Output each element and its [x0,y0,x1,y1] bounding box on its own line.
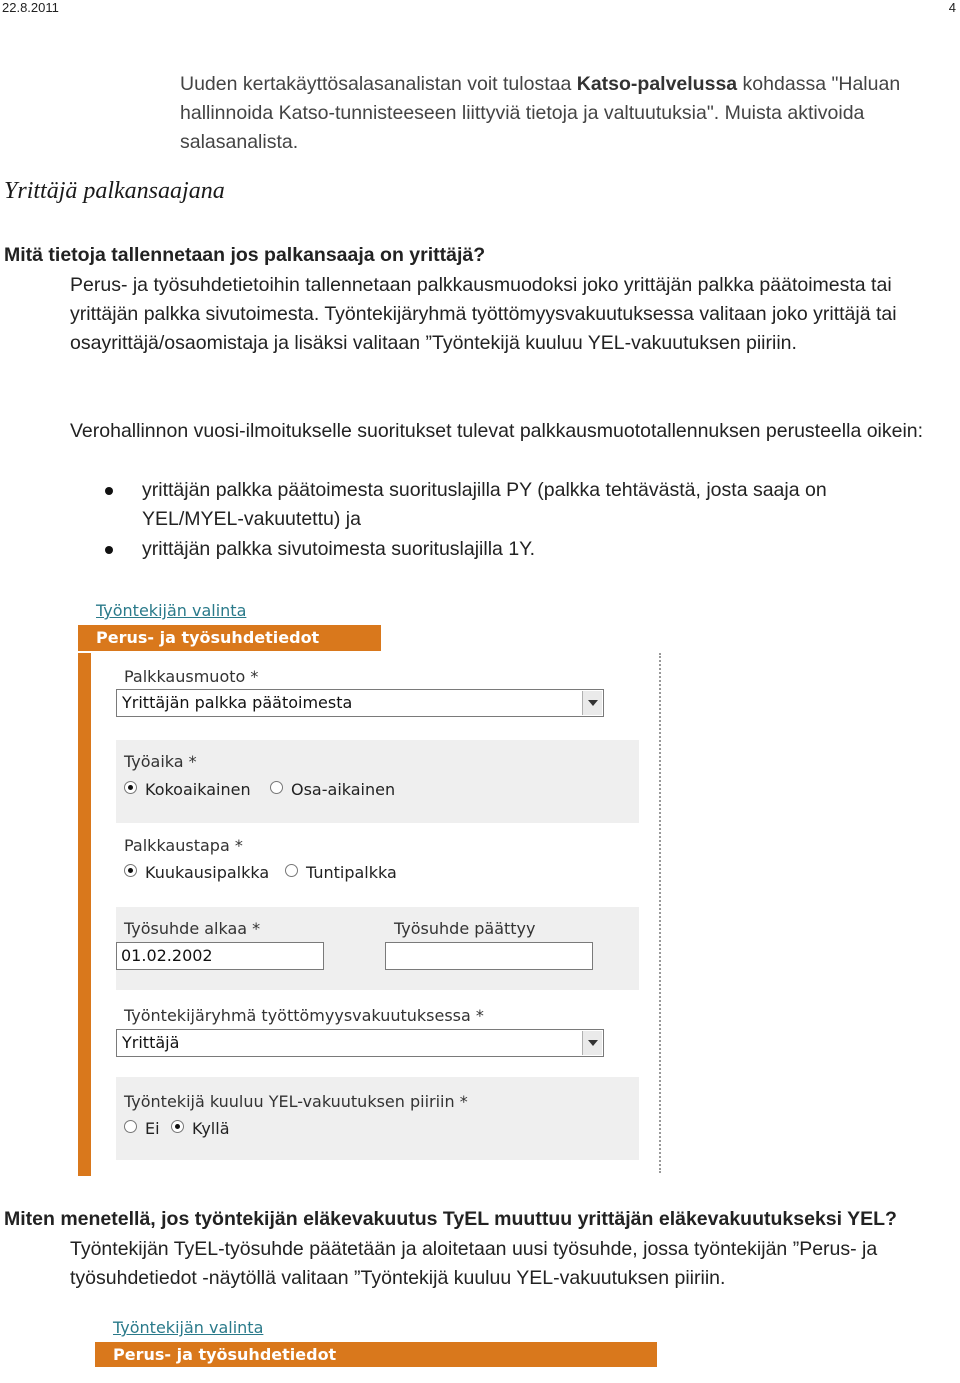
dotted-divider [659,653,661,1173]
chevron-down-icon[interactable] [582,691,602,715]
tab-label: Perus- ja työsuhdetiedot [113,1345,337,1364]
kuukausipalkka-radio[interactable] [124,864,137,877]
kokoaikainen-label[interactable]: Kokoaikainen [145,780,251,799]
tuntipalkka-label[interactable]: Tuntipalkka [306,863,397,882]
yel-ei-radio[interactable] [124,1120,137,1133]
bullet-icon [105,546,113,554]
tyoaika-label: Työaika * [124,752,197,771]
kuukausipalkka-label[interactable]: Kuukausipalkka [145,863,270,882]
palkkaustapa-label: Palkkaustapa * [124,836,243,855]
paragraph-1: Perus- ja työsuhdetietoihin tallennetaan palkkausmuodoksi joko yrittäjän palkka päätoimesta tai yrittäjän palkka sivutoimesta. Työntekijäryhmä työttömyysvakuutuksessa valitaan joko yrittäjä tai osayrittäjä/osaomistaja ja lisäksi valitaan ”Työntekijä kuuluu YEL-vakuutuksen piiriin. [70,274,897,354]
intro-text-post: kohdassa "Haluan hallinnoida Katso-tunnisteeseen liittyviä tietoja ja valtuutuksia". Muista aktivoida salasanalista. [180,73,901,153]
bullet-text: yrittäjän palkka sivutoimesta suorituslajilla 1Y. [142,538,536,560]
tyosuhde-paattyy-input[interactable] [385,942,593,970]
select-value: Yrittäjän palkka päätoimesta [122,693,353,712]
form-screenshot-1 [78,595,668,1180]
yel-ei-label[interactable]: Ei [145,1119,160,1138]
yel-kylla-radio[interactable] [171,1120,184,1133]
question-heading-1: Mitä tietoja tallennetaan jos palkansaaja on yrittäjä? [4,244,486,266]
employee-select-link[interactable]: Työntekijän valinta [113,1318,264,1337]
palkkausmuoto-select[interactable] [116,689,604,717]
paragraph-3: Työntekijän TyEL-työsuhde päätetään ja aloitetaan uusi työsuhde, jossa työntekijän ”Perus- ja työsuhdetiedot -näytöllä valitaan ”Työntekijä kuuluu YEL-vakuutuksen piiriin. [70,1238,878,1289]
intro-text-bold: Katso-palvelussa [576,73,738,95]
tuntipalkka-radio[interactable] [285,864,298,877]
tyosuhde-alkaa-input[interactable] [116,942,324,970]
select-value: Yrittäjä [122,1033,180,1052]
side-accent-bar [78,653,91,1176]
bullet-text: yrittäjän palkka päätoimesta suorituslajilla PY (palkka tehtävästä, josta saaja on YEL/MYEL-vakuutettu) ja [142,479,827,530]
palkkausmuoto-label: Palkkausmuoto * [124,667,259,686]
chevron-down-icon[interactable] [582,1031,602,1055]
yel-kylla-label[interactable]: Kyllä [192,1119,230,1138]
bullet-icon [105,487,113,495]
tyontekijaryhma-label: Työntekijäryhmä työttömyysvakuutuksessa * [124,1006,484,1025]
tab-perus-tyosuhdetiedot[interactable] [95,1342,657,1367]
question-heading-2: Miten menetellä, jos työntekijän eläkevakuutus TyEL muuttuu yrittäjän eläkevakuutukseksi YEL? [4,1208,897,1230]
employee-select-link[interactable]: Työntekijän valinta [96,601,247,620]
page-number: 4 [948,0,956,15]
osa-aikainen-label[interactable]: Osa-aikainen [291,780,396,799]
yel-label: Työntekijä kuuluu YEL-vakuutuksen piiriin * [124,1092,468,1111]
tyosuhde-alkaa-label: Työsuhde alkaa * [124,919,261,938]
osa-aikainen-radio[interactable] [270,781,283,794]
tab-perus-tyosuhdetiedot[interactable] [78,625,381,651]
form-screenshot-2 [95,1314,660,1383]
page-date: 22.8.2011 [2,0,59,15]
section-heading: Yrittäjä palkansaajana [4,178,225,204]
intro-text-pre: Uuden kertakäyttösalasanalistan voit tulostaa [180,73,577,95]
tab-label: Perus- ja työsuhdetiedot [96,628,320,647]
tyontekijaryhma-select[interactable] [116,1029,604,1057]
kokoaikainen-radio[interactable] [124,781,137,794]
paragraph-2: Verohallinnon vuosi-ilmoitukselle suoritukset tulevat palkkausmuototallennuksen perusteella oikein: [70,420,924,442]
tyosuhde-paattyy-label: Työsuhde päättyy [394,919,536,938]
input-value: 01.02.2002 [121,946,213,965]
intro-paragraph [180,70,950,157]
